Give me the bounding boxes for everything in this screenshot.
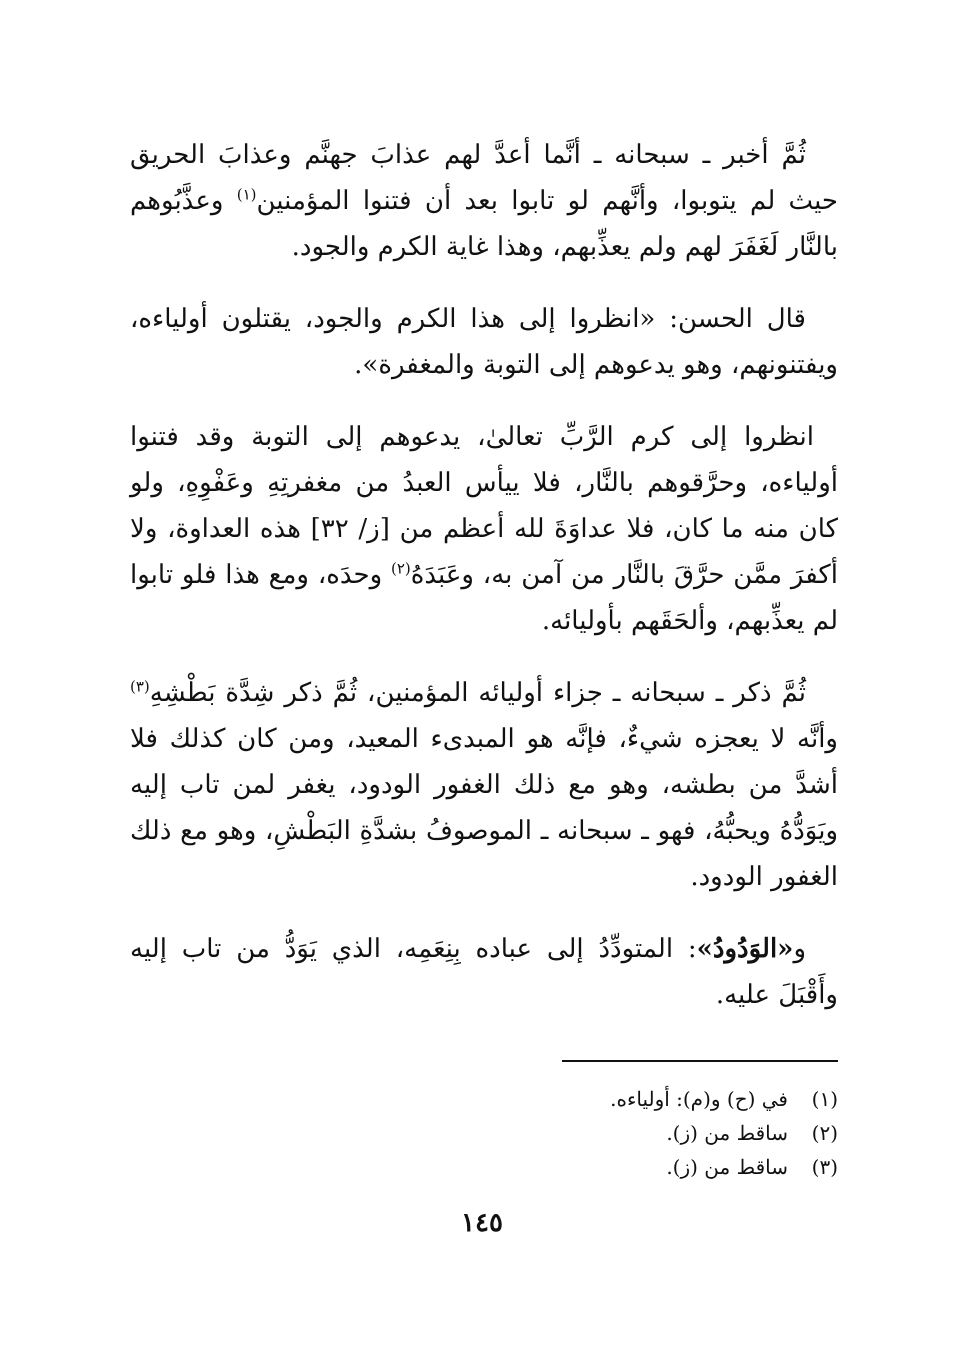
paragraph-2 (130, 296, 838, 388)
footnote-ref-2[interactable]: (٢) (390, 559, 411, 578)
paragraph-5 (130, 926, 838, 1018)
footnote-ref-3[interactable]: (٣) (130, 677, 150, 696)
paragraph-1-text-a: ثُمَّ أخبر ـ سبحانه ـ أنَّما أعدَّ لهم عذابَ جهنَّم وعذابَ الحريق حيث لم يتوبوا، وأنَّهم لو تابوا بعد أن فتنوا المؤمنين (130, 140, 838, 216)
footnote-text: ساقط من (ز). (666, 1121, 788, 1145)
paragraph-3-text-a: انظروا إلى كرم الرَّبِّ تعالىٰ، يدعوهم إلى التوبة وقد فتنوا أولياءه، وحرَّقوهم بالنَّار، فلا ييأس العبدُ من مغفرتِهِ وعَفْوِهِ، ولو كان منه ما كان، فلا عداوَةَ لله أعظم من [ز/ ٣٢] هذه العداوة، ولا أكفرَ ممَّن حرَّقَ بالنَّار من آمن به، وعَبَدَهُ (130, 422, 839, 590)
paragraph-1 (130, 132, 838, 270)
paragraph-4-text-a: ثُمَّ ذكر ـ سبحانه ـ جزاء أوليائه المؤمنين، ثُمَّ ذكر شِدَّة بَطْشِهِ (149, 678, 806, 708)
footnote-number: (٣) (811, 1155, 838, 1179)
footnote-3 (138, 1150, 838, 1184)
paragraph-4-text-b: وأنَّه لا يعجزه شيءٌ، فإنَّه هو المبدىء المعيد، ومن كان كذلك فلا أشدَّ من بطشه، وهو مع ذلك الغفور الودود، يغفر لمن تاب إليه ويَوَدُّهُ ويحبُّهُ، فهو ـ سبحانه ـ الموصوفُ بشدَّةِ البَطْشِ، وهو مع ذلك الغفور الودود. (130, 724, 838, 892)
footnote-2 (138, 1116, 838, 1150)
footnote-number: (١) (811, 1087, 838, 1111)
paragraph-1-text-b: وعذَّبُوهم بالنَّار لَغَفَرَ لهم ولم يعذِّبهم، وهذا غاية الكرم والجود. (130, 186, 838, 262)
paragraph-5-text: : المتودِّدُ إلى عباده بِنِعَمِه، الذي يَوَدُّ من تاب إليه وأَقْبَلَ عليه. (130, 934, 838, 1010)
paragraph-5-prefix: و (793, 934, 806, 964)
defined-term: «الوَدُودُ» (696, 934, 794, 964)
page-number: ١٤٥ (461, 1208, 503, 1238)
footnote-text: في (ح) و(م): أولياءه. (610, 1087, 788, 1111)
paragraph-2-text: قال الحسن: «انظروا إلى هذا الكرم والجود، يقتلون أولياءه، ويفتنونهم، وهو يدعوهم إلى التوبة والمغفرة». (130, 304, 838, 380)
footnote-1 (138, 1082, 838, 1116)
paragraph-3 (130, 414, 838, 644)
footnotes (138, 1082, 838, 1184)
footnote-ref-1[interactable]: (١) (236, 185, 257, 204)
paragraph-3-text-b: وحدَه، ومع هذا فلو تابوا لم يعذِّبهم، وألحَقَهم بأوليائه. (130, 560, 838, 636)
footnote-number: (٢) (811, 1121, 838, 1145)
footnote-text: ساقط من (ز). (666, 1155, 788, 1179)
page-body (130, 132, 838, 1044)
paragraph-4 (130, 670, 838, 900)
footnote-divider (562, 1060, 838, 1062)
